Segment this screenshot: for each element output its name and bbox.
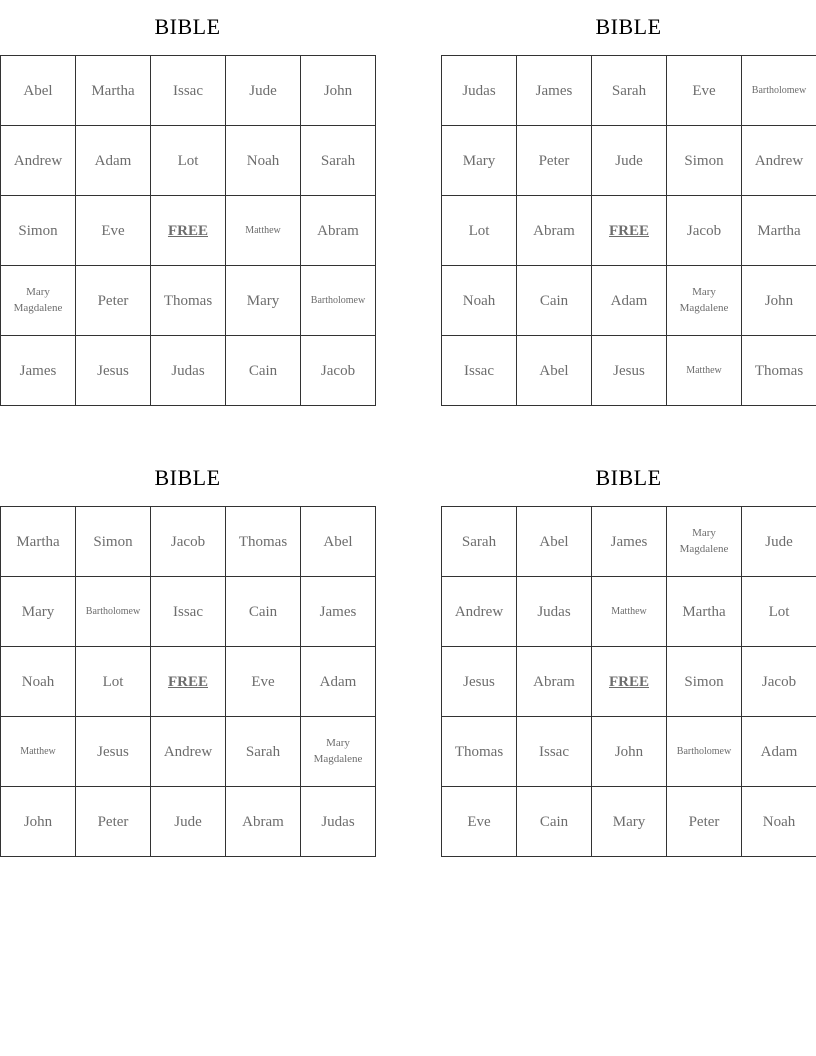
grid-cell: Abram (301, 196, 376, 266)
grid-cell: Thomas (442, 717, 517, 787)
grid-cell: Issac (151, 577, 226, 647)
grid-cell: Peter (667, 787, 742, 857)
grid-cell: Bartholomew (667, 717, 742, 787)
card-title: BIBLE (154, 14, 221, 39)
grid-cell: Simon (667, 126, 742, 196)
grid-cell: Jacob (151, 507, 226, 577)
grid-cell: Mary (226, 266, 301, 336)
grid-cell: Adam (76, 126, 151, 196)
grid-cell: Bartholomew (301, 266, 376, 336)
grid-cell: Martha (742, 196, 816, 266)
grid-cell: Adam (742, 717, 816, 787)
grid-cell: Sarah (226, 717, 301, 787)
grid-cell: Issac (151, 56, 226, 126)
grid-cell: Noah (442, 266, 517, 336)
grid-cell: Abel (301, 507, 376, 577)
grid-cell: Simon (1, 196, 76, 266)
grid-cell: John (742, 266, 816, 336)
grid-cell: Matthew (1, 717, 76, 787)
grid-cell: Noah (742, 787, 816, 857)
grid-cell: Andrew (442, 577, 517, 647)
grid-row (1, 507, 376, 577)
grid-cell: Jesus (592, 336, 667, 406)
grid-cell: Issac (442, 336, 517, 406)
bingo-grid (0, 55, 376, 406)
grid-cell: Jacob (742, 647, 816, 717)
grid-cell: Mary Magdalene (667, 507, 742, 577)
grid-cell: Eve (442, 787, 517, 857)
grid-cell: Simon (667, 647, 742, 717)
grid-cell: Sarah (592, 56, 667, 126)
grid-cell: Mary (442, 126, 517, 196)
grid-cell: Noah (226, 126, 301, 196)
grid-cell: Lot (442, 196, 517, 266)
grid-cell: Mary Magdalene (1, 266, 76, 336)
grid-row (1, 647, 376, 717)
grid-cell: Matthew (667, 336, 742, 406)
grid-cell: Lot (151, 126, 226, 196)
grid-cell: Abel (517, 507, 592, 577)
grid-cell: Peter (76, 787, 151, 857)
grid-cell: Abram (517, 196, 592, 266)
grid-cell: Abram (226, 787, 301, 857)
grid-cell: Mary (592, 787, 667, 857)
grid-cell: Thomas (226, 507, 301, 577)
grid-cell: Eve (667, 56, 742, 126)
grid-cell: Matthew (226, 196, 301, 266)
grid-cell: Jacob (301, 336, 376, 406)
grid-cell: Jacob (667, 196, 742, 266)
grid-cell: Bartholomew (742, 56, 816, 126)
grid-row (1, 717, 376, 787)
free-space: FREE (592, 196, 667, 266)
grid-row (1, 787, 376, 857)
free-space: FREE (151, 196, 226, 266)
grid-cell: Martha (667, 577, 742, 647)
grid-cell: Sarah (442, 507, 517, 577)
bingo-grid (0, 506, 376, 857)
grid-row (442, 56, 816, 126)
grid-cell: Sarah (301, 126, 376, 196)
grid-cell: Mary Magdalene (667, 266, 742, 336)
grid-cell: Martha (76, 56, 151, 126)
grid-cell: John (1, 787, 76, 857)
bingo-grid (441, 506, 816, 857)
grid-cell: Issac (517, 717, 592, 787)
grid-cell: Lot (742, 577, 816, 647)
grid-cell: James (301, 577, 376, 647)
grid-cell: Jesus (76, 717, 151, 787)
grid-cell: Peter (76, 266, 151, 336)
grid-cell: Martha (1, 507, 76, 577)
grid-cell: Eve (226, 647, 301, 717)
grid-cell: Andrew (1, 126, 76, 196)
bingo-card (441, 464, 816, 857)
grid-cell: James (1, 336, 76, 406)
grid-cell: Abel (1, 56, 76, 126)
grid-cell: Abram (517, 647, 592, 717)
bingo-card (441, 13, 816, 406)
grid-row (442, 126, 816, 196)
grid-row (442, 507, 816, 577)
grid-cell: Jude (226, 56, 301, 126)
grid-cell: Thomas (151, 266, 226, 336)
grid-cell: James (592, 507, 667, 577)
grid-row (442, 266, 816, 336)
grid-cell: Lot (76, 647, 151, 717)
grid-row (1, 196, 376, 266)
grid-cell: Peter (517, 126, 592, 196)
grid-cell: Mary Magdalene (301, 717, 376, 787)
grid-row (442, 717, 816, 787)
card-title: BIBLE (154, 465, 221, 490)
grid-cell: Judas (301, 787, 376, 857)
grid-cell: Andrew (742, 126, 816, 196)
bingo-card (0, 464, 375, 857)
grid-row (442, 196, 816, 266)
bingo-grid (441, 55, 816, 406)
grid-cell: Jude (742, 507, 816, 577)
grid-cell: Jesus (442, 647, 517, 717)
grid-cell: Cain (517, 266, 592, 336)
grid-cell: Judas (151, 336, 226, 406)
grid-cell: Adam (592, 266, 667, 336)
grid-cell: Judas (517, 577, 592, 647)
grid-row (442, 577, 816, 647)
grid-row (1, 266, 376, 336)
card-title: BIBLE (595, 14, 662, 39)
grid-cell: Simon (76, 507, 151, 577)
grid-row (442, 647, 816, 717)
grid-cell: John (301, 56, 376, 126)
grid-cell: Mary (1, 577, 76, 647)
grid-row (1, 126, 376, 196)
grid-row (442, 336, 816, 406)
grid-cell: Thomas (742, 336, 816, 406)
grid-row (1, 56, 376, 126)
grid-cell: James (517, 56, 592, 126)
grid-cell: Cain (226, 577, 301, 647)
grid-cell: Cain (226, 336, 301, 406)
grid-cell: Abel (517, 336, 592, 406)
grid-cell: Adam (301, 647, 376, 717)
grid-row (1, 577, 376, 647)
grid-cell: Jude (151, 787, 226, 857)
grid-cell: Noah (1, 647, 76, 717)
free-space: FREE (592, 647, 667, 717)
grid-cell: Jude (592, 126, 667, 196)
bingo-card (0, 13, 375, 406)
grid-cell: Judas (442, 56, 517, 126)
grid-cell: John (592, 717, 667, 787)
card-title: BIBLE (595, 465, 662, 490)
grid-row (442, 787, 816, 857)
grid-row (1, 336, 376, 406)
grid-cell: Jesus (76, 336, 151, 406)
grid-cell: Matthew (592, 577, 667, 647)
grid-cell: Andrew (151, 717, 226, 787)
grid-cell: Eve (76, 196, 151, 266)
free-space: FREE (151, 647, 226, 717)
grid-cell: Cain (517, 787, 592, 857)
grid-cell: Bartholomew (76, 577, 151, 647)
